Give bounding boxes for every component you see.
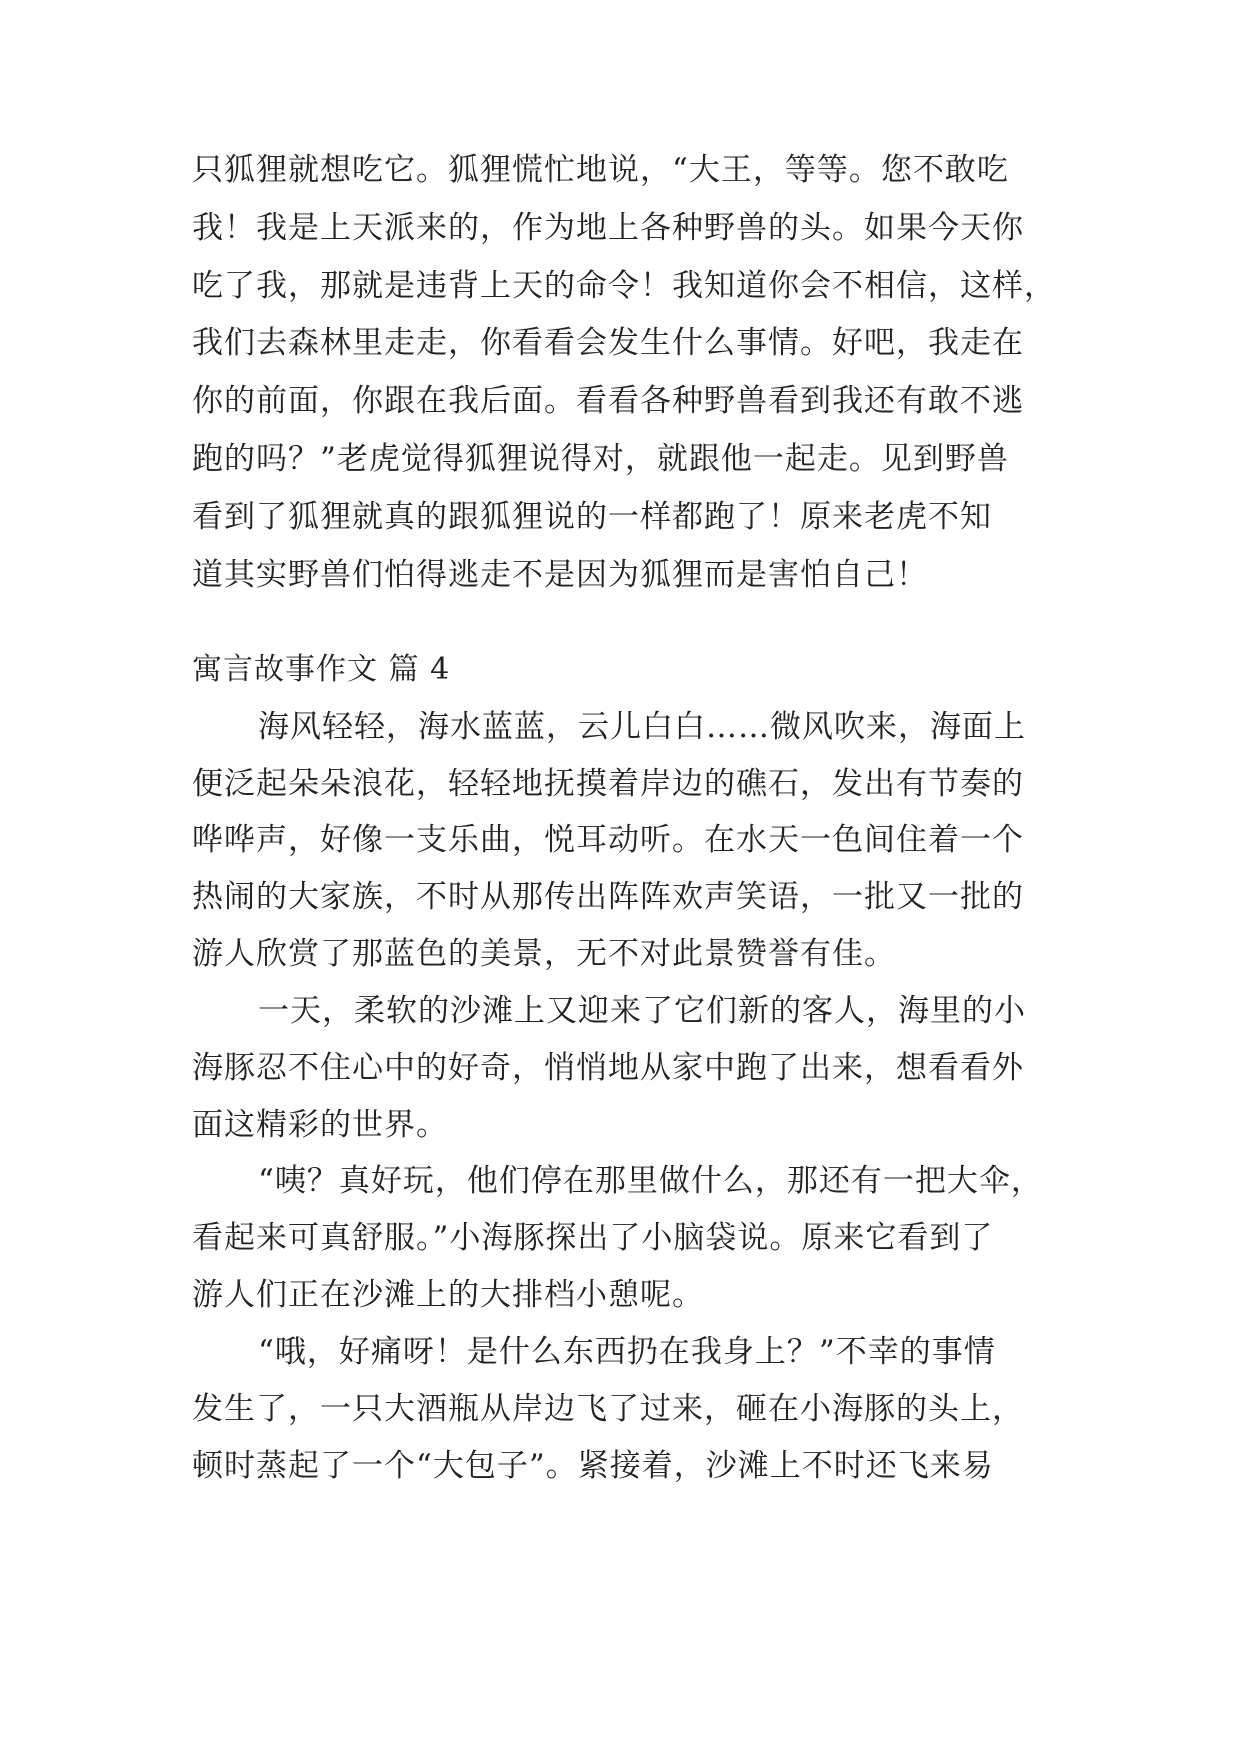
paragraph-line: 我！我是上天派来的，作为地上各种野兽的头。如果今天你	[192, 210, 1024, 246]
paragraph-line: “咦？真好玩，他们停在那里做什么，那还有一把大伞，	[258, 1163, 1043, 1199]
paragraph-line: 只狐狸就想吃它。狐狸慌忙地说，“大王，等等。您不敢吃	[192, 152, 1009, 188]
paragraph-line: 哗哗声，好像一支乐曲，悦耳动听。在水天一色间住着一个	[192, 822, 1024, 858]
paragraph-line: 游人欣赏了那蓝色的美景，无不对此景赞誉有佳。	[192, 936, 896, 972]
paragraph-line: 跑的吗？”老虎觉得狐狸说得对，就跟他一起走。见到野兽	[192, 441, 1009, 477]
paragraph-line: 一天，柔软的沙滩上又迎来了它们新的客人，海里的小	[258, 993, 1026, 1029]
paragraph-line: 面这精彩的世界。	[192, 1107, 448, 1143]
paragraph-line: 道其实野兽们怕得逃走不是因为狐狸而是害怕自己！	[192, 557, 928, 593]
paragraph-line: 看起来可真舒服。”小海豚探出了小脑袋说。原来它看到了	[192, 1220, 994, 1256]
paragraph-line: 便泛起朵朵浪花，轻轻地抚摸着岸边的礁石，发出有节奏的	[192, 766, 1024, 802]
paragraph-line: 游人们正在沙滩上的大排档小憩呢。	[192, 1277, 704, 1313]
paragraph-line: 吃了我，那就是违背上天的命令！我知道你会不相信，这样，	[192, 268, 1056, 304]
paragraph-line: 我们去森林里走走，你看看会发生什么事情。好吧，我走在	[192, 325, 1024, 361]
paragraph-line: 发生了，一只大酒瓶从岸边飞了过来，砸在小海豚的头上，	[192, 1391, 1024, 1427]
section-heading: 寓言故事作文 篇 4	[192, 652, 451, 687]
paragraph-line: 看到了狐狸就真的跟狐狸说的一样都跑了！原来老虎不知	[192, 499, 992, 535]
paragraph-line: 海风轻轻，海水蓝蓝，云儿白白……微风吹来，海面上	[258, 709, 1026, 745]
paragraph-line: 热闹的大家族，不时从那传出阵阵欢声笑语，一批又一批的	[192, 879, 1024, 915]
paragraph-line: 你的前面，你跟在我后面。看看各种野兽看到我还有敢不逃	[192, 383, 1024, 419]
paragraph-line: “哦，好痛呀！是什么东西扔在我身上？”不幸的事情	[258, 1334, 996, 1370]
paragraph-line: 顿时蒸起了一个“大包子”。紧接着，沙滩上不时还飞来易	[192, 1448, 994, 1484]
paragraph-line: 海豚忍不住心中的好奇，悄悄地从家中跑了出来，想看看外	[192, 1050, 1024, 1086]
